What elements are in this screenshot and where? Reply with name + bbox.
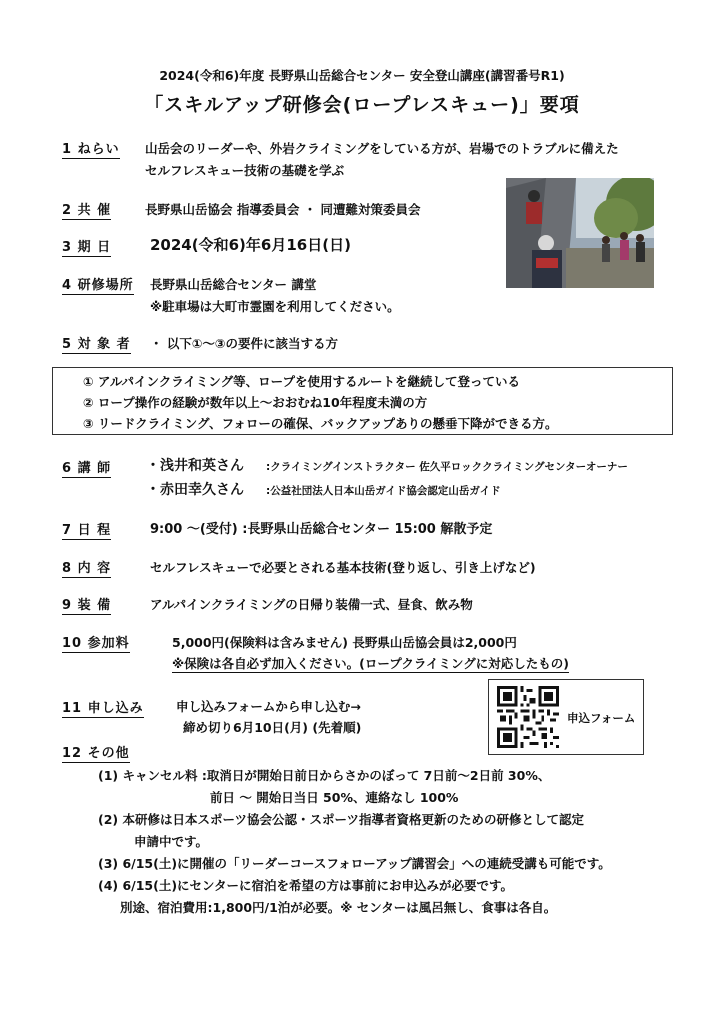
section-11-deadline: 締め切り6月10日(月) (先着順): [183, 720, 362, 735]
section-10-insurance-note: ※保険は各自必ず加入ください。(ロープクライミングに対応したもの): [172, 656, 569, 671]
section-3-date: 2024(令和6)年6月16日(日): [150, 236, 351, 254]
other-item: (2) 本研修は日本スポーツ協会公認・スポーツ指導者資格更新のための研修として認定: [98, 812, 584, 827]
section-9-label: 9 装 備: [62, 594, 111, 615]
other-item: (1) キャンセル料 :取消日が開始日前日からさかのぼって 7日前～2日前 30%、: [98, 768, 551, 783]
document-subtitle: 2024(令和6)年度 長野県山岳総合センター 安全登山講座(講習番号R1): [159, 68, 565, 83]
climbing-photo: [506, 178, 654, 288]
section-3-label: 3 期 日: [62, 236, 111, 257]
section-1-text-line2: セルフレスキュー技術の基礎を学ぶ: [145, 163, 345, 178]
section-8-label: 8 内 容: [62, 557, 111, 578]
section-11-label: 11 申し込み: [62, 697, 144, 718]
section-7-label: 7 日 程: [62, 519, 111, 540]
section-4-venue: 長野県山岳総合センター 講堂: [150, 277, 317, 292]
section-2-text: 長野県山岳協会 指導委員会 ・ 同遭難対策委員会: [145, 202, 421, 217]
other-item: (4) 6/15(土)にセンターに宿泊を希望の方は事前にお申込みが必要です。: [98, 878, 514, 893]
other-item: 申請中です。: [134, 834, 209, 849]
instructor-title: :クライミングインストラクター 佐久平ロッククライミングセンターオーナー: [266, 461, 628, 473]
other-item: 別途、宿泊費用:1,800円/1泊が必要。※ センターは風呂無し、食事は各自。: [120, 900, 557, 915]
instructor-title: :公益社団法人日本山岳ガイド協会認定山岳ガイド: [266, 485, 501, 497]
section-10-label: 10 参加料: [62, 632, 130, 653]
document-title: 「スキルアップ研修会(ロープレスキュー)」要項: [144, 94, 580, 116]
qr-label: 申込フォーム: [567, 711, 636, 725]
section-6-label: 6 講 師: [62, 457, 111, 478]
instructor-name: ・浅井和英さん: [146, 458, 244, 474]
section-4-parking-note: ※駐車場は大町市霊園を利用してください。: [150, 299, 400, 314]
section-2-label: 2 共 催: [62, 199, 111, 220]
section-11-text: 申し込みフォームから申し込む→: [176, 699, 361, 714]
section-10-fee: 5,000円(保険料は含みません) 長野県山岳協会員は2,000円: [172, 635, 517, 650]
section-7-schedule: 9:00 ～(受付) :長野県山岳総合センター 15:00 解散予定: [150, 522, 493, 537]
requirement-item: ③ リードクライミング、フォローの確保、バックアップありの懸垂下降ができる方。: [83, 416, 558, 431]
qr-code-box[interactable]: [488, 679, 644, 755]
requirement-item: ① アルパインクライミング等、ロープを使用するルートを継続して登っている: [83, 374, 521, 389]
section-1-text-line1: 山岳会のリーダーや、外岩クライミングをしている方が、岩場でのトラブルに備えた: [145, 141, 619, 156]
section-12-label: 12 その他: [62, 742, 130, 763]
requirement-item: ② ロープ操作の経験が数年以上～おおむね10年程度未満の方: [83, 395, 428, 410]
section-4-label: 4 研修場所: [62, 274, 134, 295]
section-5-label: 5 対 象 者: [62, 333, 131, 354]
section-1-label: 1 ねらい: [62, 138, 120, 159]
section-9-text: アルパインクライミングの日帰り装備一式、昼食、飲み物: [150, 597, 473, 612]
other-item: (3) 6/15(土)に開催の「リーダーコースフォローアップ講習会」への連続受講も可能です。: [98, 856, 611, 871]
section-8-text: セルフレスキューで必要とされる基本技術(登り返し、引き上げなど): [150, 560, 536, 575]
requirements-box: [52, 367, 673, 435]
other-item: 前日 ～ 開始日当日 50%、連絡なし 100%: [210, 790, 459, 805]
instructor-name: ・赤田幸久さん: [146, 482, 244, 498]
qr-code-icon[interactable]: [497, 686, 559, 748]
section-5-text: ・ 以下①～③の要件に該当する方: [150, 336, 339, 351]
